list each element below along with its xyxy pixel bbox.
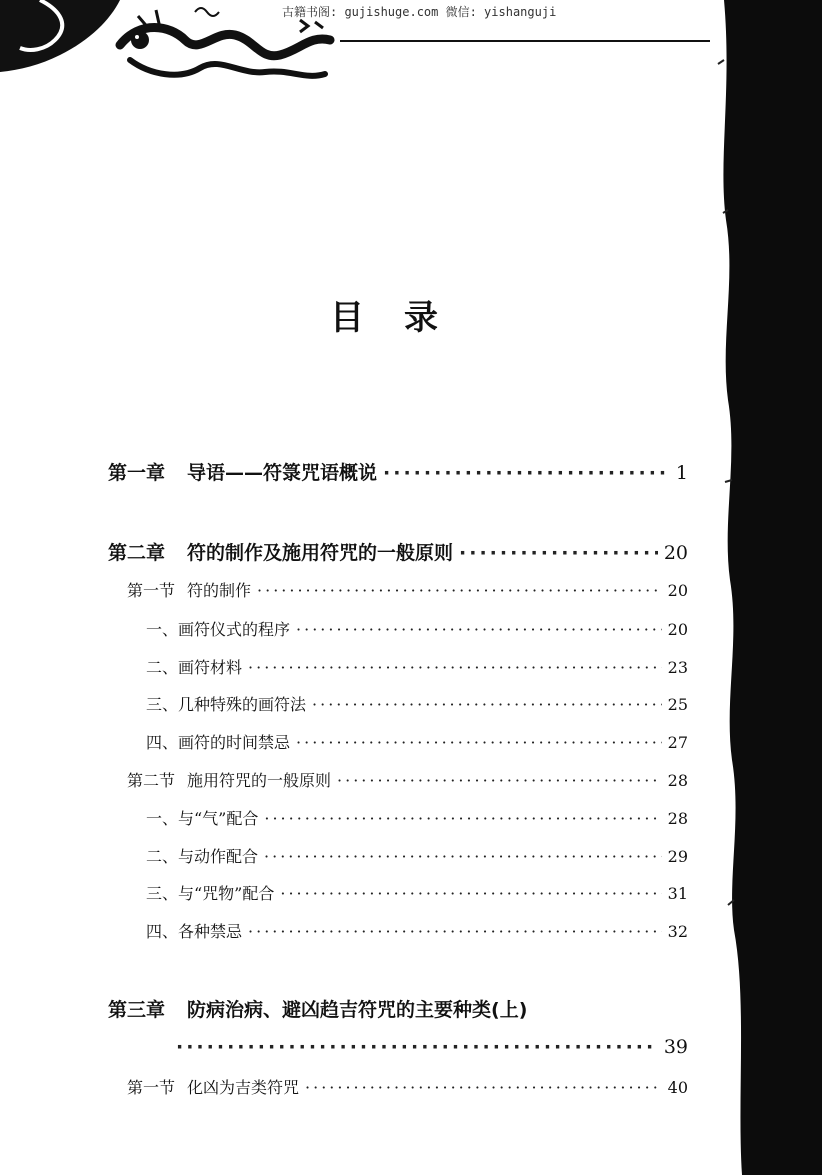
watermark-text: 古籍书阁: gujishuge.com 微信: yishanguji (282, 5, 557, 19)
page-number: 40 (667, 1078, 688, 1097)
toc-item[interactable] (146, 692, 688, 715)
scan-shadow-edge (712, 0, 822, 1175)
toc-item[interactable] (146, 655, 688, 678)
toc-item[interactable] (146, 881, 688, 904)
leader-dots (296, 620, 662, 639)
toc-item[interactable] (146, 806, 688, 829)
page-number: 25 (667, 695, 688, 714)
item-label: 三、与“咒物”配合 (146, 884, 275, 903)
item-label: 四、各种禁忌 (146, 922, 243, 941)
leader-dots (280, 884, 661, 903)
chapter-label: 导语——符箓咒语概说 (187, 462, 378, 484)
leader-dots (248, 922, 662, 941)
toc-item[interactable] (146, 919, 688, 942)
header-rule (340, 40, 710, 42)
item-label: 三、几种特殊的画符法 (146, 695, 307, 714)
item-label: 四、画符的时间禁忌 (146, 733, 291, 752)
page-title: 目录 (330, 298, 478, 338)
leader-dots (248, 658, 662, 677)
leader-dots (257, 581, 662, 600)
toc-section-2[interactable] (127, 768, 688, 791)
page-number: 23 (667, 658, 688, 677)
chapter-number: 第一章 (108, 462, 166, 484)
section-label: 符的制作 (187, 581, 252, 600)
page-number: 1 (675, 462, 688, 484)
item-label: 二、与动作配合 (146, 847, 259, 866)
page-number: 27 (667, 733, 688, 752)
leader-dots (312, 695, 662, 714)
toc-chapter-1[interactable] (108, 458, 688, 485)
toc-item[interactable] (146, 844, 688, 867)
item-label: 一、画符仪式的程序 (146, 620, 291, 639)
toc-chapter-3[interactable] (108, 995, 527, 1022)
leader-dots (383, 462, 670, 484)
page-number: 20 (667, 620, 688, 639)
section-label: 施用符咒的一般原则 (187, 771, 332, 790)
item-label: 二、画符材料 (146, 658, 243, 677)
page-number: 28 (667, 809, 688, 828)
page-number: 29 (667, 847, 688, 866)
toc-section-1[interactable] (127, 578, 688, 601)
toc-item[interactable] (146, 617, 688, 640)
page-number: 39 (663, 1036, 688, 1058)
leader-dots (264, 809, 661, 828)
leader-dots (305, 1078, 662, 1097)
chapter-number: 第二章 (108, 542, 166, 564)
page-number: 20 (663, 542, 688, 564)
page-number: 28 (667, 771, 688, 790)
page-number: 20 (667, 581, 688, 600)
page-number: 31 (667, 884, 688, 903)
toc-chapter-3-leader (176, 1036, 688, 1058)
toc-chapter-2-title (108, 538, 453, 565)
section-label: 化凶为吉类符咒 (187, 1078, 300, 1097)
section-number: 第二节 (127, 771, 176, 790)
toc-section-3-1[interactable] (127, 1075, 688, 1098)
leader-dots (176, 1036, 658, 1058)
section-number: 第一节 (127, 581, 176, 600)
item-label: 一、与“气”配合 (146, 809, 259, 828)
toc-chapter-1-title (108, 458, 377, 485)
toc-item[interactable] (146, 730, 688, 753)
chapter-label: 符的制作及施用符咒的一般原则 (187, 542, 454, 564)
chapter-number: 第三章 (108, 999, 166, 1021)
leader-dots (459, 542, 658, 564)
leader-dots (296, 733, 662, 752)
chapter-label: 防病治病、避凶趋吉符咒的主要种类(上) (187, 999, 528, 1021)
page-number: 32 (667, 922, 688, 941)
leader-dots (264, 847, 662, 866)
section-number: 第一节 (127, 1078, 176, 1097)
toc-chapter-2[interactable] (108, 538, 688, 565)
leader-dots (337, 771, 662, 790)
